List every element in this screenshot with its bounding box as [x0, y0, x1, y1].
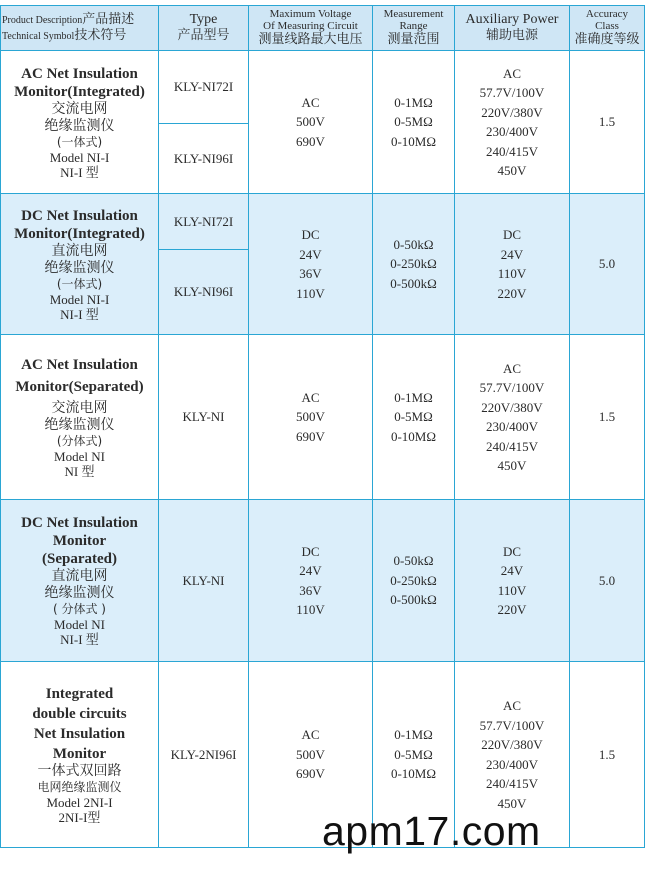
type-cell: KLY-NI72I — [159, 51, 249, 124]
desc-line: 绝缘监测仪 — [44, 117, 115, 134]
voltage-line: 110V — [296, 285, 325, 301]
aux-line: 110V — [497, 266, 527, 281]
voltage-cell — [249, 194, 373, 335]
aux-line: 220V/380V — [481, 737, 543, 752]
range-line: 0-10MΩ — [390, 428, 437, 444]
desc-line: 绝缘监测仪 — [44, 416, 115, 433]
header-acc-cn: 准确度等级 — [574, 32, 640, 47]
header-voltage — [249, 6, 373, 51]
aux-line: 220V/380V — [481, 399, 543, 415]
aux-line: 230/400V — [486, 419, 538, 434]
desc-line: Model 2NI-I — [46, 794, 113, 810]
desc-line: 交流电网 — [51, 399, 108, 416]
aux-cell — [455, 51, 570, 194]
desc-line: 绝缘监测仪 — [44, 585, 115, 601]
range-line: 0-5MΩ — [394, 114, 433, 130]
desc-line: DC Net Insulation — [21, 515, 138, 531]
desc-line: AC Net Insulation — [21, 65, 138, 82]
range-line: 0-5MΩ — [394, 409, 433, 425]
desc-line: 绝缘监测仪 — [44, 259, 115, 276]
desc-line: NI-I 型 — [60, 306, 99, 322]
desc-line: 直流电网 — [51, 568, 108, 584]
range-cell — [373, 500, 455, 662]
range-line: 0-1MΩ — [394, 94, 433, 110]
desc-line: Monitor — [52, 745, 107, 762]
aux-line: 220V — [497, 285, 527, 301]
aux-line: 450V — [497, 458, 527, 473]
voltage-cell — [249, 500, 373, 662]
desc-line: NI-I 型 — [60, 632, 99, 647]
product-description — [1, 51, 159, 194]
desc-line: (一体式) — [56, 276, 103, 291]
voltage-line: 24V — [299, 246, 322, 262]
voltage-cell — [249, 335, 373, 500]
spec-table — [0, 5, 645, 848]
voltage-line: AC — [301, 727, 320, 743]
voltage-line: 110V — [296, 602, 325, 617]
voltage-line: AC — [301, 389, 320, 405]
desc-line: Monitor(Integrated) — [14, 83, 145, 100]
desc-line: 2NI-I型 — [58, 809, 101, 825]
aux-line: 240/415V — [486, 438, 538, 454]
header-description — [1, 6, 159, 51]
voltage-line: 500V — [296, 746, 325, 762]
aux-line: DC — [502, 543, 522, 559]
aux-line: 450V — [497, 163, 527, 178]
aux-line: 24V — [500, 246, 524, 262]
aux-line: 450V — [497, 795, 527, 811]
range-line: 0-500kΩ — [390, 275, 437, 291]
aux-cell — [455, 500, 570, 662]
header-desc-cn: 产品描述 — [82, 12, 135, 27]
aux-line: 220V — [497, 602, 527, 617]
header-desc-en: Product Description — [2, 15, 83, 26]
header-voltage-en2: Of Measuring Circuit — [263, 20, 358, 32]
header-aux — [455, 6, 570, 51]
range-line: 0-250kΩ — [390, 572, 437, 588]
type-cell: KLY-NI — [159, 335, 249, 500]
desc-line: (分体式) — [56, 433, 103, 448]
desc-line: Monitor — [52, 533, 107, 549]
product-description — [1, 500, 159, 662]
range-line: 0-1MΩ — [394, 389, 433, 405]
range-line: 0-50kΩ — [393, 236, 434, 252]
voltage-line: 500V — [296, 114, 325, 130]
range-line: 0-500kΩ — [390, 592, 437, 608]
header-acc-en1: Accuracy — [585, 8, 629, 20]
accuracy-cell: 1.5 — [570, 662, 645, 848]
desc-line: (Separated) — [42, 551, 117, 567]
table-row — [1, 335, 645, 500]
range-line: 0-1MΩ — [394, 727, 433, 743]
header-acc-en2: Class — [595, 20, 619, 32]
header-symbol-en: Technical Symbol — [2, 31, 75, 42]
watermark: apm17.com — [322, 808, 541, 854]
voltage-line: 690V — [296, 133, 325, 149]
aux-line: DC — [502, 227, 522, 242]
table-row — [1, 500, 645, 662]
aux-line: 240/415V — [486, 776, 538, 791]
desc-line: 电网绝缘监测仪 — [37, 779, 122, 794]
desc-line: Integrated — [45, 685, 114, 702]
table-row — [1, 194, 645, 250]
aux-line: AC — [502, 360, 522, 376]
desc-line: ( 分体式 ) — [53, 602, 106, 616]
header-aux-cn: 辅助电源 — [485, 28, 538, 43]
range-cell — [373, 194, 455, 335]
header-range-cn: 测量范围 — [387, 32, 440, 47]
voltage-line: 500V — [296, 409, 325, 425]
desc-line: double circuits — [32, 705, 127, 722]
desc-line: Monitor(Separated) — [15, 378, 144, 395]
voltage-line: 690V — [296, 766, 325, 782]
voltage-line: AC — [301, 94, 320, 110]
product-description — [1, 335, 159, 500]
range-cell — [373, 51, 455, 194]
accuracy-cell: 5.0 — [570, 194, 645, 335]
header-aux-en: Auxiliary Power — [465, 12, 559, 27]
range-line: 0-50kΩ — [393, 553, 434, 569]
desc-line: Net Insulation — [33, 725, 126, 742]
desc-line: Model NI-I — [49, 149, 110, 165]
product-description — [1, 194, 159, 335]
header-type-en: Type — [189, 12, 218, 27]
desc-line: Model NI — [54, 448, 105, 464]
aux-line: 57.7V/100V — [479, 85, 545, 100]
product-description — [1, 662, 159, 848]
accuracy-cell: 5.0 — [570, 500, 645, 662]
desc-line: DC Net Insulation — [21, 207, 138, 224]
aux-line: 24V — [500, 563, 524, 578]
header-voltage-cn: 测量线路最大电压 — [258, 32, 363, 47]
header-accuracy — [570, 6, 645, 51]
header-range-en1: Measurement — [383, 8, 444, 20]
voltage-line: 36V — [299, 582, 322, 598]
voltage-line: 36V — [299, 266, 322, 281]
aux-line: AC — [502, 698, 522, 713]
desc-line: 一体式双回路 — [37, 762, 122, 779]
aux-line: AC — [502, 65, 522, 81]
desc-line: Monitor(Integrated) — [14, 225, 145, 242]
aux-line: 230/400V — [486, 756, 538, 772]
header-range — [373, 6, 455, 51]
range-cell — [373, 335, 455, 500]
accuracy-cell: 1.5 — [570, 51, 645, 194]
type-cell: KLY-NI96I — [159, 250, 249, 335]
type-cell: KLY-2NI96I — [159, 662, 249, 848]
table-row — [1, 51, 645, 124]
range-line: 0-10MΩ — [390, 766, 437, 782]
header-type-cn: 产品型号 — [177, 28, 230, 43]
accuracy-cell: 1.5 — [570, 335, 645, 500]
aux-line: 220V/380V — [481, 104, 543, 120]
desc-line: (一体式) — [56, 134, 103, 149]
aux-line: 57.7V/100V — [479, 717, 545, 733]
header-row — [1, 6, 645, 51]
type-cell: KLY-NI96I — [159, 124, 249, 194]
desc-line: 交流电网 — [51, 100, 108, 117]
desc-line: Model NI — [54, 617, 105, 632]
header-type — [159, 6, 249, 51]
header-voltage-en1: Maximum Voltage — [269, 8, 352, 20]
desc-line: Model NI-I — [49, 291, 110, 307]
aux-line: 230/400V — [486, 124, 538, 139]
voltage-line: 24V — [299, 563, 322, 578]
voltage-line: DC — [301, 543, 320, 559]
voltage-line: 690V — [296, 428, 325, 444]
aux-cell — [455, 335, 570, 500]
type-cell: KLY-NI — [159, 500, 249, 662]
aux-line: 240/415V — [486, 143, 538, 159]
range-line: 0-250kΩ — [390, 256, 437, 272]
range-line: 0-5MΩ — [394, 746, 433, 762]
header-symbol-cn: 技术符号 — [74, 28, 127, 43]
desc-line: NI-I 型 — [60, 164, 99, 180]
desc-line: NI 型 — [64, 463, 95, 479]
voltage-cell — [249, 51, 373, 194]
range-line: 0-10MΩ — [390, 133, 437, 149]
desc-line: 直流电网 — [51, 242, 108, 259]
header-range-en2: Range — [399, 20, 428, 32]
desc-line: AC Net Insulation — [21, 356, 138, 373]
aux-line: 57.7V/100V — [479, 380, 545, 395]
type-cell: KLY-NI72I — [159, 194, 249, 250]
spec-table-container — [0, 5, 645, 848]
aux-cell — [455, 194, 570, 335]
voltage-line: DC — [301, 227, 320, 242]
aux-line: 110V — [497, 582, 527, 598]
